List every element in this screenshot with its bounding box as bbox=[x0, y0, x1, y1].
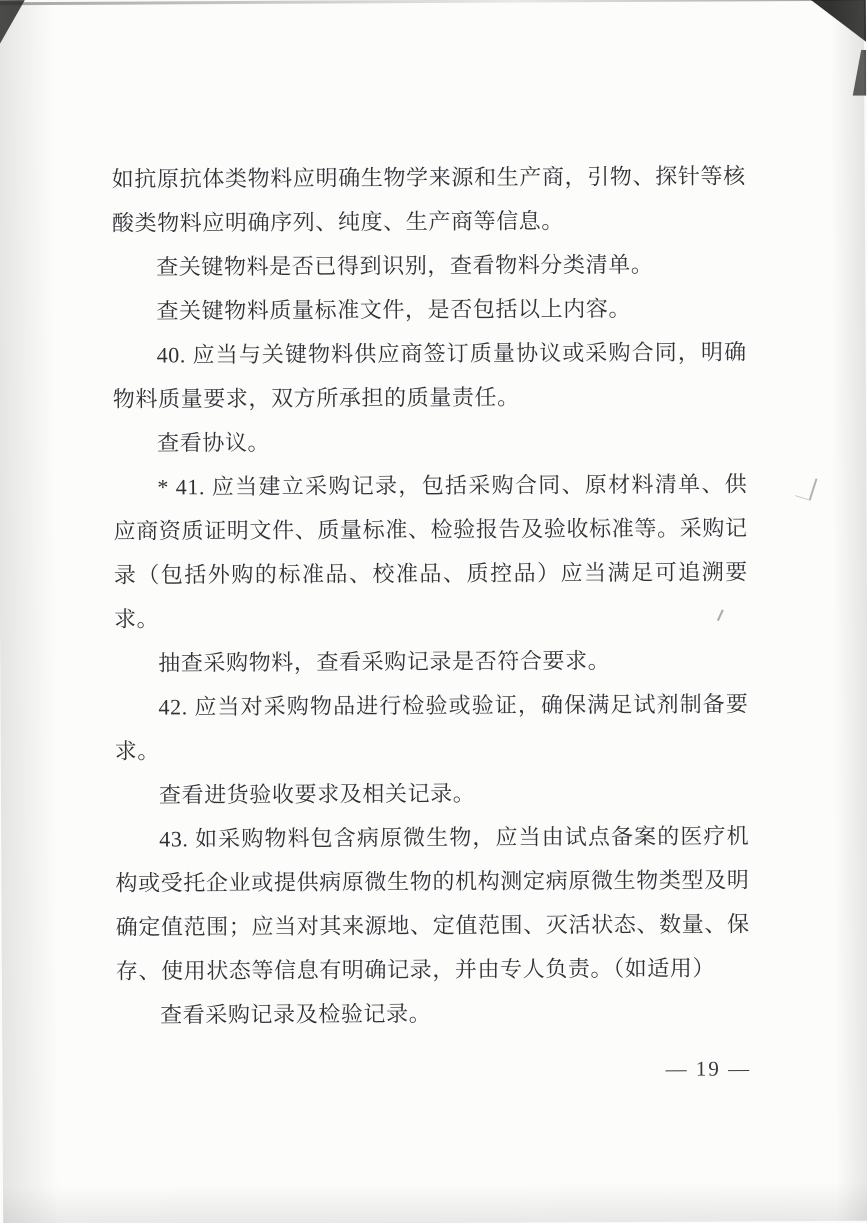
scan-artifact-corner-top-left bbox=[0, 0, 25, 52]
paragraph: 查关键物料质量标准文件，是否包括以上内容。 bbox=[156, 295, 632, 324]
page-number: — 19 — bbox=[665, 1056, 752, 1081]
text-block bbox=[112, 154, 751, 1037]
scan-artifact-corner-top-right-sliver bbox=[850, 50, 866, 96]
scan-artifact-top-line bbox=[0, 0, 864, 5]
paragraph: 42. 应当对采购物品进行检验或验证，确保满足试剂制备要求。 bbox=[114, 691, 749, 764]
paragraph: 查看采购记录及检验记录。 bbox=[160, 1001, 432, 1028]
paragraph: 查关键物料是否已得到识别，查看物料分类清单。 bbox=[156, 251, 654, 280]
scan-artifact-right-shadow bbox=[824, 0, 867, 1221]
paragraph: * 41. 应当建立采购记录，包括采购合同、原材料清单、供应商资质证明文件、质量标准、检验报告及验收标准等。采购记录（包括外购的标准品、校准品、质控品）应当满足可追溯要求。 bbox=[113, 471, 748, 632]
paragraph: 查看协议。 bbox=[157, 429, 271, 456]
paragraph: 如抗原抗体类物料应明确生物学来源和生产商，引物、探针等核酸类物料应明确序列、纯度、生产商等信息。 bbox=[111, 163, 746, 236]
scan-artifact-stray-mark bbox=[795, 474, 817, 501]
paragraph: 查看进货验收要求及相关记录。 bbox=[158, 780, 476, 808]
scan-artifact-bottom-shadow bbox=[3, 1175, 867, 1223]
paragraph: 40. 应当与关键物料供应商签订质量协议或采购合同，明确物料质量要求，双方所承担的质量责任。 bbox=[112, 339, 747, 412]
scan-artifact-corner-top-right bbox=[806, 0, 866, 42]
paragraph: 43. 如采购物料包含病原微生物，应当由试点备案的医疗机构或受托企业或提供病原微生物的机构测定病原微生物类型及明确定值范围；应当对其来源地、定值范围、灭活状态、数量、保存、使用状态等信息有明确记录，并由专人负责。（如适用） bbox=[115, 823, 750, 984]
scan-artifact-left-shadow bbox=[0, 2, 73, 1223]
paragraph: 抽查采购物料，查看采购记录是否符合要求。 bbox=[158, 648, 611, 676]
